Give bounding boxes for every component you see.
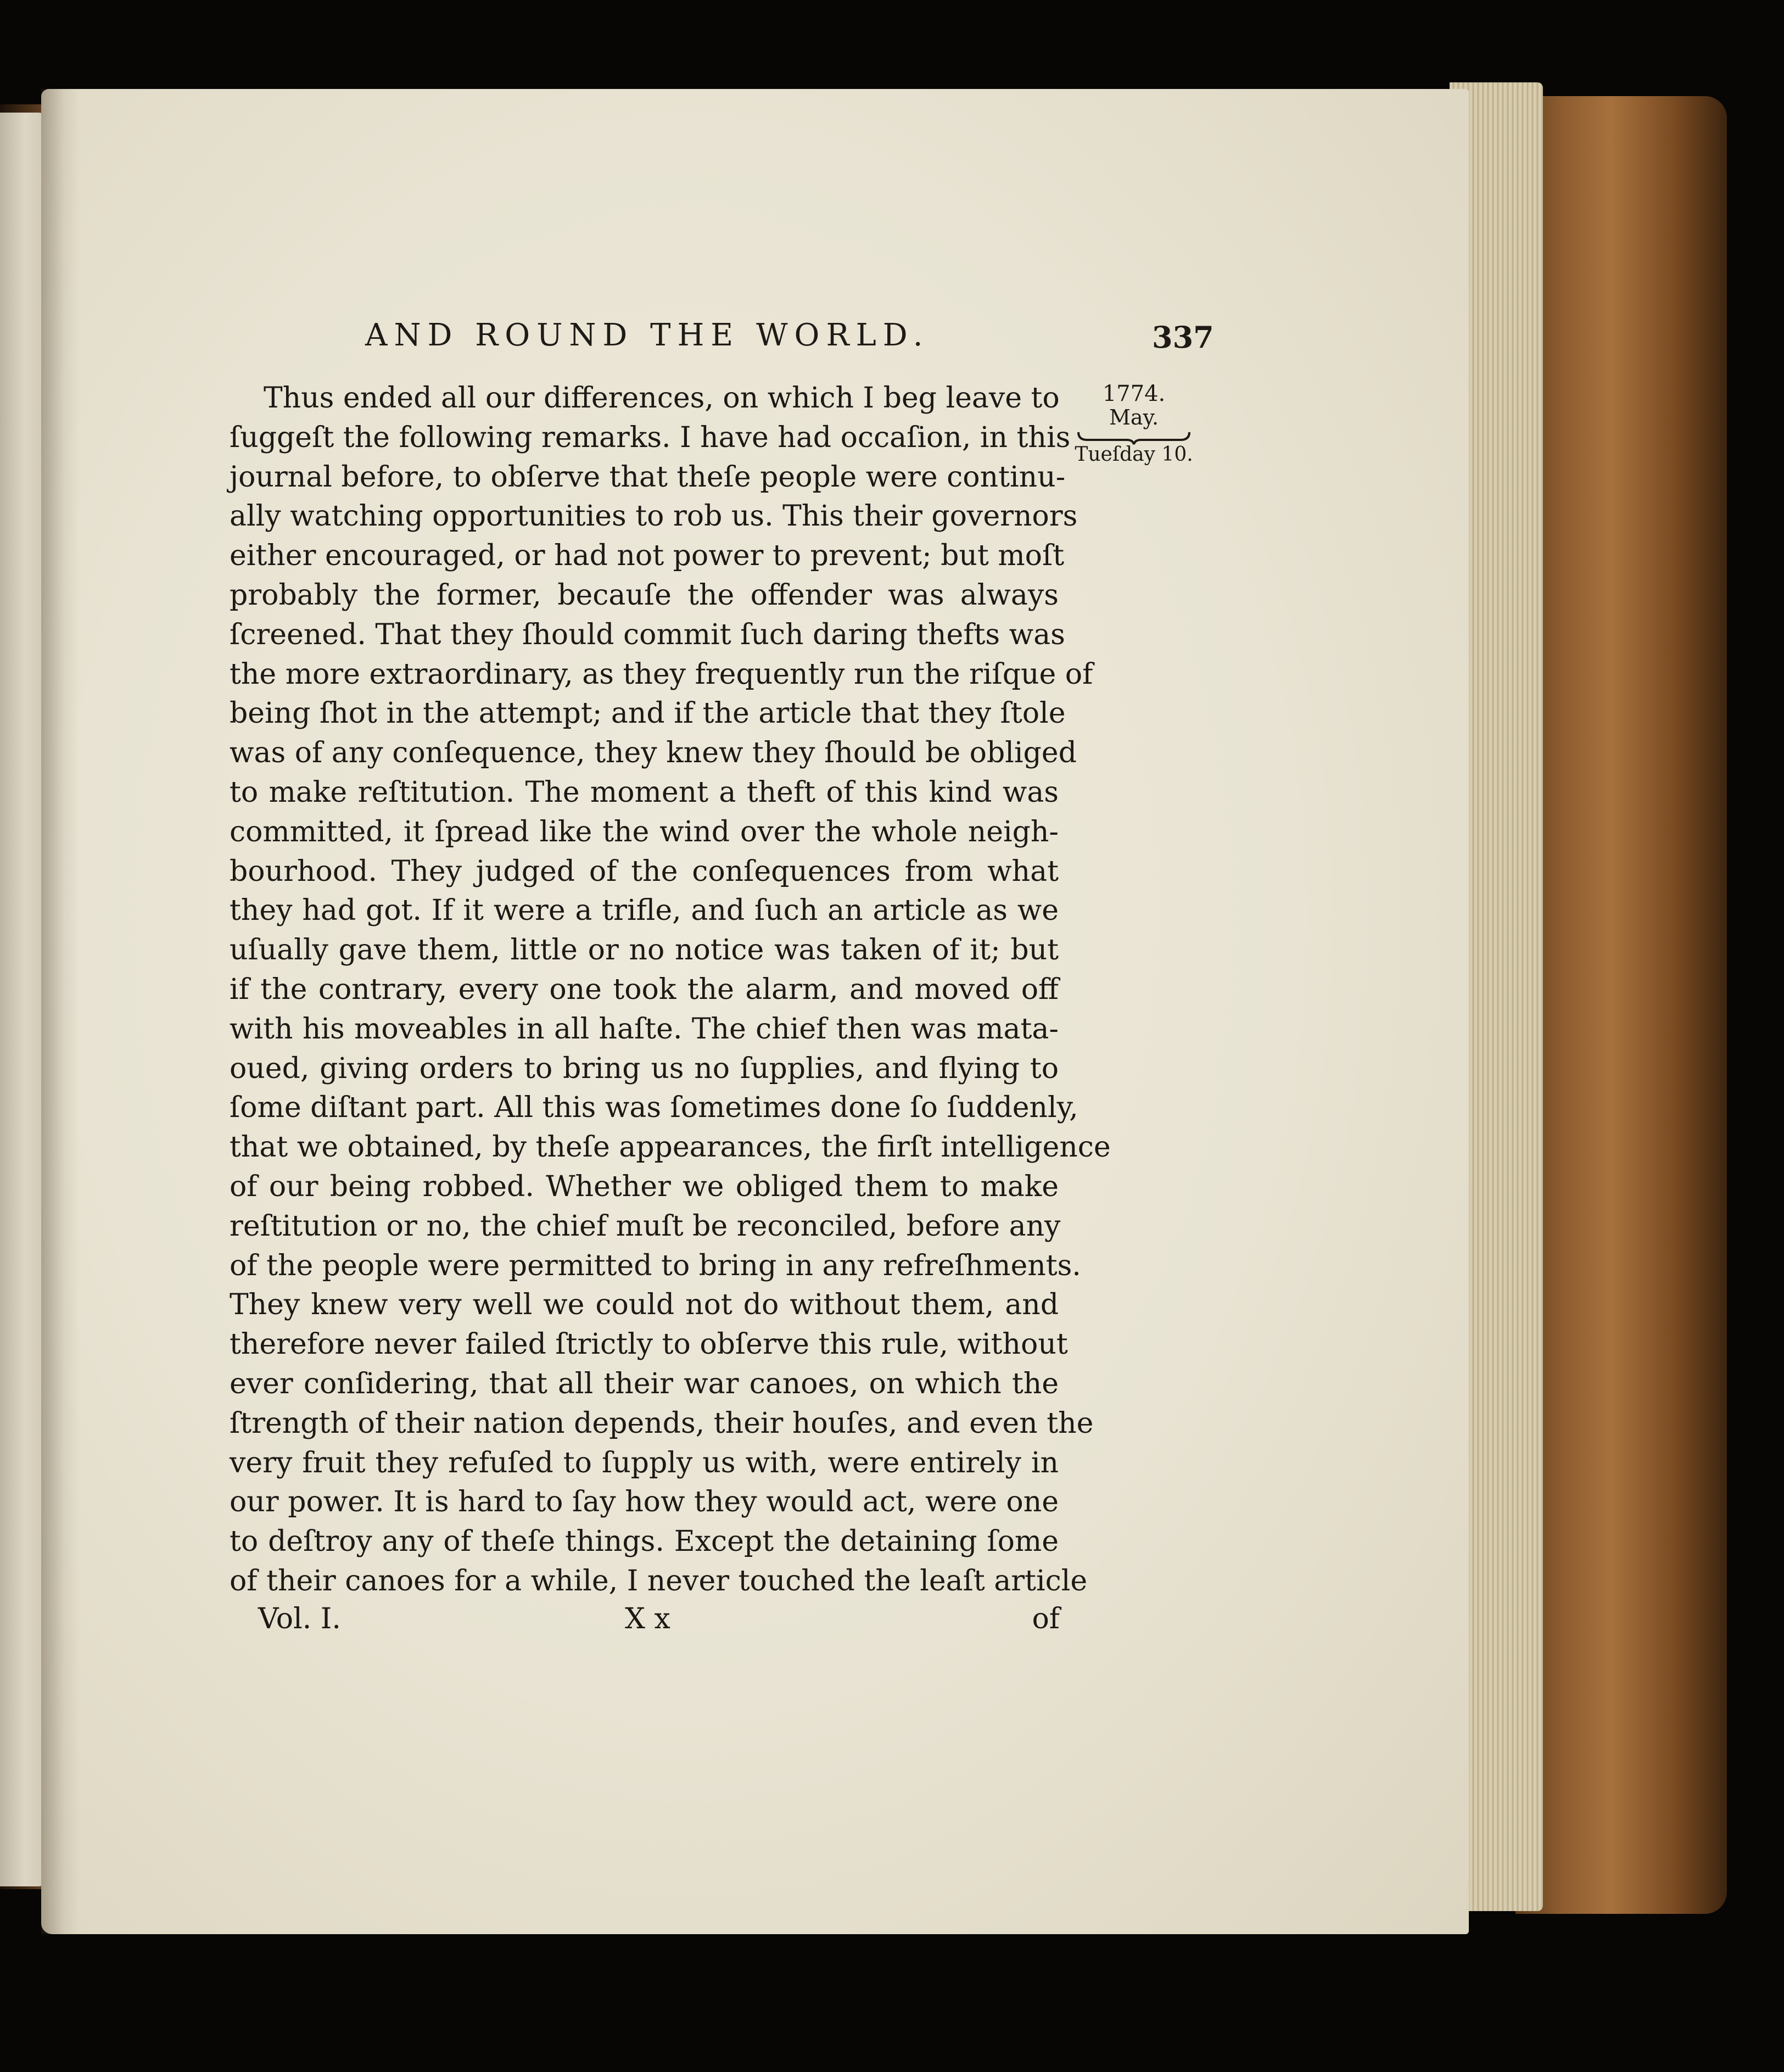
text-line: reſtitution or no, the chief muſt be reconciled, before any	[230, 1209, 1061, 1243]
text-line: of the people were permitted to bring in any refreſhments.	[230, 1249, 1081, 1282]
running-head: AND ROUND THE WORLD.	[365, 317, 930, 353]
text-line: that we obtained, by theſe appearances, the firſt intelligence	[230, 1131, 1111, 1164]
body-text	[230, 379, 1111, 1601]
text-line: of our being robbed. Whether we obliged them to make	[230, 1170, 1059, 1203]
text-line: uſually gave them, little or no notice was taken of it; but	[230, 934, 1059, 967]
page-footer	[258, 1602, 1060, 1641]
margin-year: 1774.	[1102, 381, 1166, 406]
margin-day: Tueſday 10.	[1075, 443, 1193, 466]
text-line: committed, it ſpread like the wind over the whole neigh-	[230, 815, 1059, 848]
text-line: to deſtroy any of theſe things. Except the detaining ſome	[230, 1525, 1059, 1559]
text-line: the more extraordinary, as they frequently run the riſque of	[230, 657, 1093, 691]
text-line: ever conſidering, that all their war canoes, on which the	[230, 1367, 1059, 1400]
text-line: ſcreened. That they ſhould commit ſuch daring thefts was	[230, 618, 1065, 651]
text-line: Thus ended all our differences, on which I beg leave to	[264, 382, 1060, 415]
text-line: ſtrength of their nation depends, their houſes, and even the	[230, 1406, 1094, 1440]
text-line: to make reſtitution. The moment a theft of this kind was	[230, 775, 1059, 809]
text-line: they had got. If it were a trifle, and ſuch an article as we	[230, 894, 1059, 928]
text-line: if the contrary, every one took the alarm, and moved off	[230, 973, 1059, 1006]
text-line: They knew very well we could not do without them, and	[230, 1288, 1059, 1322]
text-line: probably the former, becauſe the offender was always	[230, 578, 1059, 612]
text-line: our power. It is hard to ſay how they would act, were one	[230, 1485, 1059, 1519]
text-line: with his moveables in all haſte. The chief then was mata-	[230, 1012, 1059, 1046]
text-line: being ſhot in the attempt; and if the article that they ſtole	[230, 697, 1066, 730]
margin-month: May.	[1109, 405, 1159, 429]
margin-date-note	[1073, 382, 1194, 466]
gutter-shadow	[41, 89, 80, 1934]
text-line: of their canoes for a while, I never touched the leaſt article	[230, 1564, 1088, 1598]
text-line: either encouraged, or had not power to prevent; but moſt	[230, 539, 1065, 573]
text-line: oued, giving orders to bring us no ſupplies, and flying to	[230, 1052, 1059, 1085]
text-line: therefore never failed ſtrictly to obſerve this rule, without	[230, 1328, 1068, 1361]
volume-label: Vol. I.	[258, 1602, 341, 1635]
signature-mark: X x	[625, 1602, 670, 1635]
text-line: ally watching opportunities to rob us. This their governors	[230, 500, 1078, 533]
page-number: 337	[1152, 320, 1214, 355]
text-line: journal before, to obſerve that theſe people were continu-	[230, 460, 1066, 494]
text-line: very fruit they refuſed to ſupply us with, were entirely in	[230, 1446, 1059, 1479]
text-line: bourhood. They judged of the conſequences from what	[230, 855, 1059, 888]
text-line: ſome diſtant part. All this was ſometimes done ſo ſuddenly,	[230, 1091, 1078, 1125]
right-cover-board	[1515, 96, 1727, 1914]
text-line: was of any conſequence, they knew they ſhould be obliged	[230, 736, 1077, 770]
catchword: of	[1032, 1602, 1060, 1635]
text-line: ſuggeſt the following remarks. I have had occaſion, in this	[230, 421, 1071, 454]
